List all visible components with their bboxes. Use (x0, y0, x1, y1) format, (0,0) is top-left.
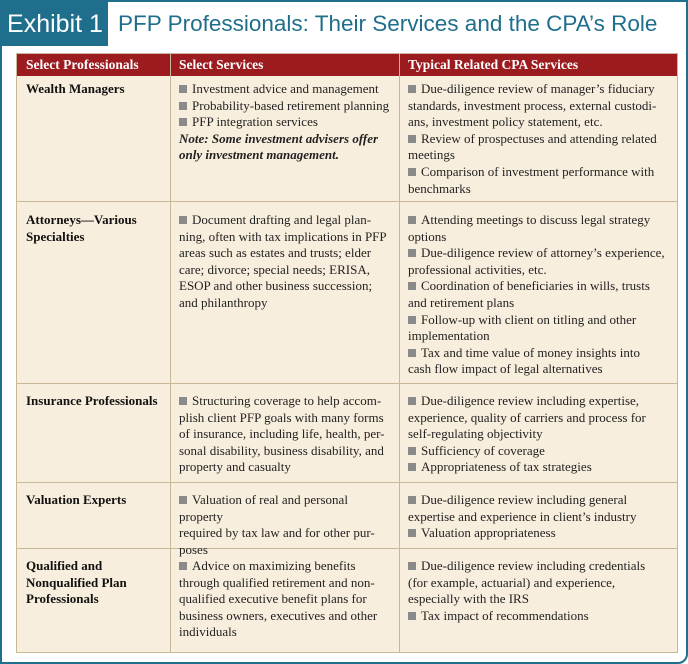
square-bullet-icon (408, 463, 416, 471)
cell-line (408, 393, 670, 410)
cell-line (408, 229, 670, 246)
cell-text: Due-diligence review including general (421, 492, 628, 507)
exhibit-title: PFP Professionals: Their Services and the CPA’s Role (118, 11, 658, 36)
cell-text: plish client PFP goals with many forms (179, 409, 384, 425)
insurance-professionals-professional-cell (26, 393, 164, 410)
cell-line (179, 591, 395, 608)
professionals-table (16, 53, 678, 653)
square-bullet-icon (179, 496, 187, 504)
cell-line (408, 509, 670, 526)
cell-text: Appropriateness of tax strategies (421, 459, 592, 475)
cell-line (179, 575, 395, 592)
cell-text: ans, investment policy statement, etc. (408, 114, 603, 130)
cell-line (179, 542, 395, 559)
wealth-managers-cpa-cell (408, 81, 670, 197)
cell-line (408, 525, 670, 542)
square-bullet-icon (179, 102, 187, 110)
attorneys-professional-cell (26, 212, 164, 245)
cell-line (408, 345, 670, 362)
column-header-cpa-services: Typical Related CPA Services (408, 57, 579, 72)
wealth-managers-professional-cell (26, 81, 164, 98)
cell-line (408, 591, 670, 608)
cell-line (408, 131, 670, 148)
plan-professionals-cpa-cell (408, 558, 670, 624)
cell-line (408, 328, 670, 345)
cell-text: sonal disability, business disability, and (179, 442, 384, 458)
cell-line (179, 98, 395, 115)
note-text: Note: Some investment advisers offer (179, 130, 379, 146)
cell-text: Document drafting and legal plan- (192, 212, 372, 227)
square-bullet-icon (179, 562, 187, 570)
square-bullet-icon (408, 85, 416, 93)
valuation-experts-cpa-cell (408, 492, 670, 542)
cell-text: benchmarks (408, 180, 471, 196)
row-label-line: Professionals (26, 591, 99, 607)
cell-text: care; divorce; special needs; ERISA, (179, 261, 370, 277)
cell-text: Sufficiency of coverage (421, 442, 545, 458)
cell-line (408, 410, 670, 427)
cell-text: Structuring coverage to help accom- (192, 393, 382, 408)
square-bullet-icon (179, 85, 187, 93)
attorneys-cpa-cell (408, 212, 670, 378)
row-label-line: Nonqualified Plan (26, 574, 127, 590)
cell-line (408, 81, 670, 98)
cell-text: Due-diligence review including expertise, (421, 393, 640, 408)
column-divider (399, 54, 400, 652)
square-bullet-icon (408, 282, 416, 290)
row-divider (17, 201, 677, 202)
square-bullet-icon (408, 349, 416, 357)
cell-line (408, 181, 670, 198)
row-divider (17, 482, 677, 483)
cell-text: Advice on maximizing benefits (192, 558, 356, 573)
row-divider (17, 383, 677, 384)
cell-line (408, 443, 670, 460)
cell-line (408, 147, 670, 164)
square-bullet-icon (408, 249, 416, 257)
exhibit-label: Exhibit 1 (2, 2, 108, 46)
cell-text: expertise and experience in client’s industry (408, 508, 637, 524)
cell-text: ning, often with tax implications in PFP (179, 228, 387, 244)
square-bullet-icon (408, 496, 416, 504)
cell-text: areas such as estates and trusts; elder (179, 245, 372, 261)
cell-line (408, 164, 670, 181)
cell-text: qualified executive benefit plans for (179, 591, 367, 607)
cell-line (408, 492, 670, 509)
cell-text: required by tax law and for other pur- (179, 525, 375, 541)
cell-text: professional activities, etc. (408, 261, 547, 277)
cell-text: self-regulating objectivity (408, 426, 543, 442)
cell-line (408, 245, 670, 262)
cell-text: Probability-based retirement planning (192, 97, 390, 113)
note-text: only investment management. (179, 147, 339, 163)
square-bullet-icon (408, 397, 416, 405)
column-divider (170, 54, 171, 652)
cell-line (179, 459, 395, 476)
cell-text: of insurance, including life, health, per- (179, 426, 385, 442)
cell-text: especially with the IRS (408, 591, 529, 607)
cell-line (179, 212, 395, 229)
cell-text: through qualified retirement and non- (179, 574, 375, 590)
cell-text: Coordination of beneficiaries in wills, trusts (421, 278, 650, 294)
plan-professionals-services-cell (179, 558, 395, 641)
cell-text: Comparison of investment performance with (421, 163, 655, 179)
cell-line (408, 361, 670, 378)
row-label-line: Attorneys—Various (26, 212, 137, 227)
cell-text: standards, investment process, external custodi- (408, 97, 657, 113)
table-header-row (17, 54, 677, 76)
column-header-services: Select Services (179, 57, 264, 72)
cell-line (179, 147, 395, 164)
cell-line (408, 312, 670, 329)
cell-text: Attending meetings to discuss legal strategy (421, 212, 651, 227)
plan-professionals-professional-cell (26, 558, 164, 608)
row-label-line: Wealth Managers (26, 81, 125, 96)
insurance-professionals-services-cell (179, 393, 395, 476)
square-bullet-icon (179, 118, 187, 126)
square-bullet-icon (408, 135, 416, 143)
exhibit-header (2, 2, 686, 46)
cell-line (408, 295, 670, 312)
valuation-experts-professional-cell (26, 492, 164, 509)
cell-line (179, 393, 395, 410)
cell-text: property and casualty (179, 459, 291, 475)
cell-text: meetings (408, 147, 455, 163)
cell-text: Investment advice and management (192, 81, 379, 96)
cell-text: Due-diligence review including credentials (421, 558, 646, 573)
cell-text: Valuation of real and personal property (179, 492, 348, 524)
cell-line (179, 443, 395, 460)
cell-line (408, 114, 670, 131)
cell-text: Follow-up with client on titling and other (421, 311, 637, 327)
cell-text: Review of prospectuses and attending related (421, 130, 657, 146)
square-bullet-icon (408, 562, 416, 570)
cell-text: Tax impact of recommendations (421, 607, 589, 623)
cell-text: poses (179, 541, 208, 557)
insurance-professionals-cpa-cell (408, 393, 670, 476)
cell-text: (for example, actuarial) and experience, (408, 574, 616, 590)
cell-line (179, 624, 395, 641)
square-bullet-icon (408, 316, 416, 324)
cell-line (179, 245, 395, 262)
cell-text: individuals (179, 624, 237, 640)
cell-line (179, 81, 395, 98)
cell-text: options (408, 228, 447, 244)
cell-line (179, 114, 395, 131)
cell-line (408, 558, 670, 575)
cell-line (408, 608, 670, 625)
cell-text: and retirement plans (408, 294, 515, 310)
wealth-managers-services-cell (179, 81, 395, 164)
row-label-line: Insurance Professionals (26, 393, 158, 408)
cell-text: business owners, executives and other (179, 607, 378, 623)
cell-line (179, 525, 395, 542)
row-label-line: Valuation Experts (26, 492, 127, 507)
cell-line (179, 295, 395, 312)
cell-text: implementation (408, 328, 490, 344)
cell-text: Due-diligence review of attorney’s experience, (421, 245, 665, 261)
square-bullet-icon (408, 216, 416, 224)
cell-text: cash flow impact of legal alternatives (408, 361, 603, 377)
cell-text: experience, quality of carriers and process for (408, 409, 646, 425)
cell-text: and philanthropy (179, 294, 268, 310)
square-bullet-icon (408, 168, 416, 176)
square-bullet-icon (179, 397, 187, 405)
cell-text: Tax and time value of money insights into (421, 344, 640, 360)
cell-line (179, 229, 395, 246)
cell-line (179, 492, 395, 525)
cell-line (179, 131, 395, 148)
row-label-line: Qualified and (26, 558, 103, 573)
cell-line (408, 98, 670, 115)
cell-line (179, 608, 395, 625)
cell-line (179, 410, 395, 427)
cell-line (408, 262, 670, 279)
cell-line (179, 426, 395, 443)
square-bullet-icon (408, 447, 416, 455)
cell-line (408, 426, 670, 443)
square-bullet-icon (408, 612, 416, 620)
valuation-experts-services-cell (179, 492, 395, 558)
cell-line (179, 262, 395, 279)
cell-line (408, 212, 670, 229)
cell-text: Valuation appropriateness (421, 525, 556, 541)
attorneys-services-cell (179, 212, 395, 312)
square-bullet-icon (179, 216, 187, 224)
cell-line (408, 459, 670, 476)
cell-line (408, 278, 670, 295)
column-header-professionals: Select Professionals (26, 57, 139, 72)
cell-line (408, 575, 670, 592)
cell-text: ESOP and other business succession; (179, 278, 373, 294)
row-label-line: Specialties (26, 228, 85, 244)
cell-line (179, 278, 395, 295)
cell-text: PFP integration services (192, 114, 318, 130)
cell-text: Due-diligence review of manager’s fiduciary (421, 81, 655, 96)
square-bullet-icon (408, 529, 416, 537)
cell-line (179, 558, 395, 575)
